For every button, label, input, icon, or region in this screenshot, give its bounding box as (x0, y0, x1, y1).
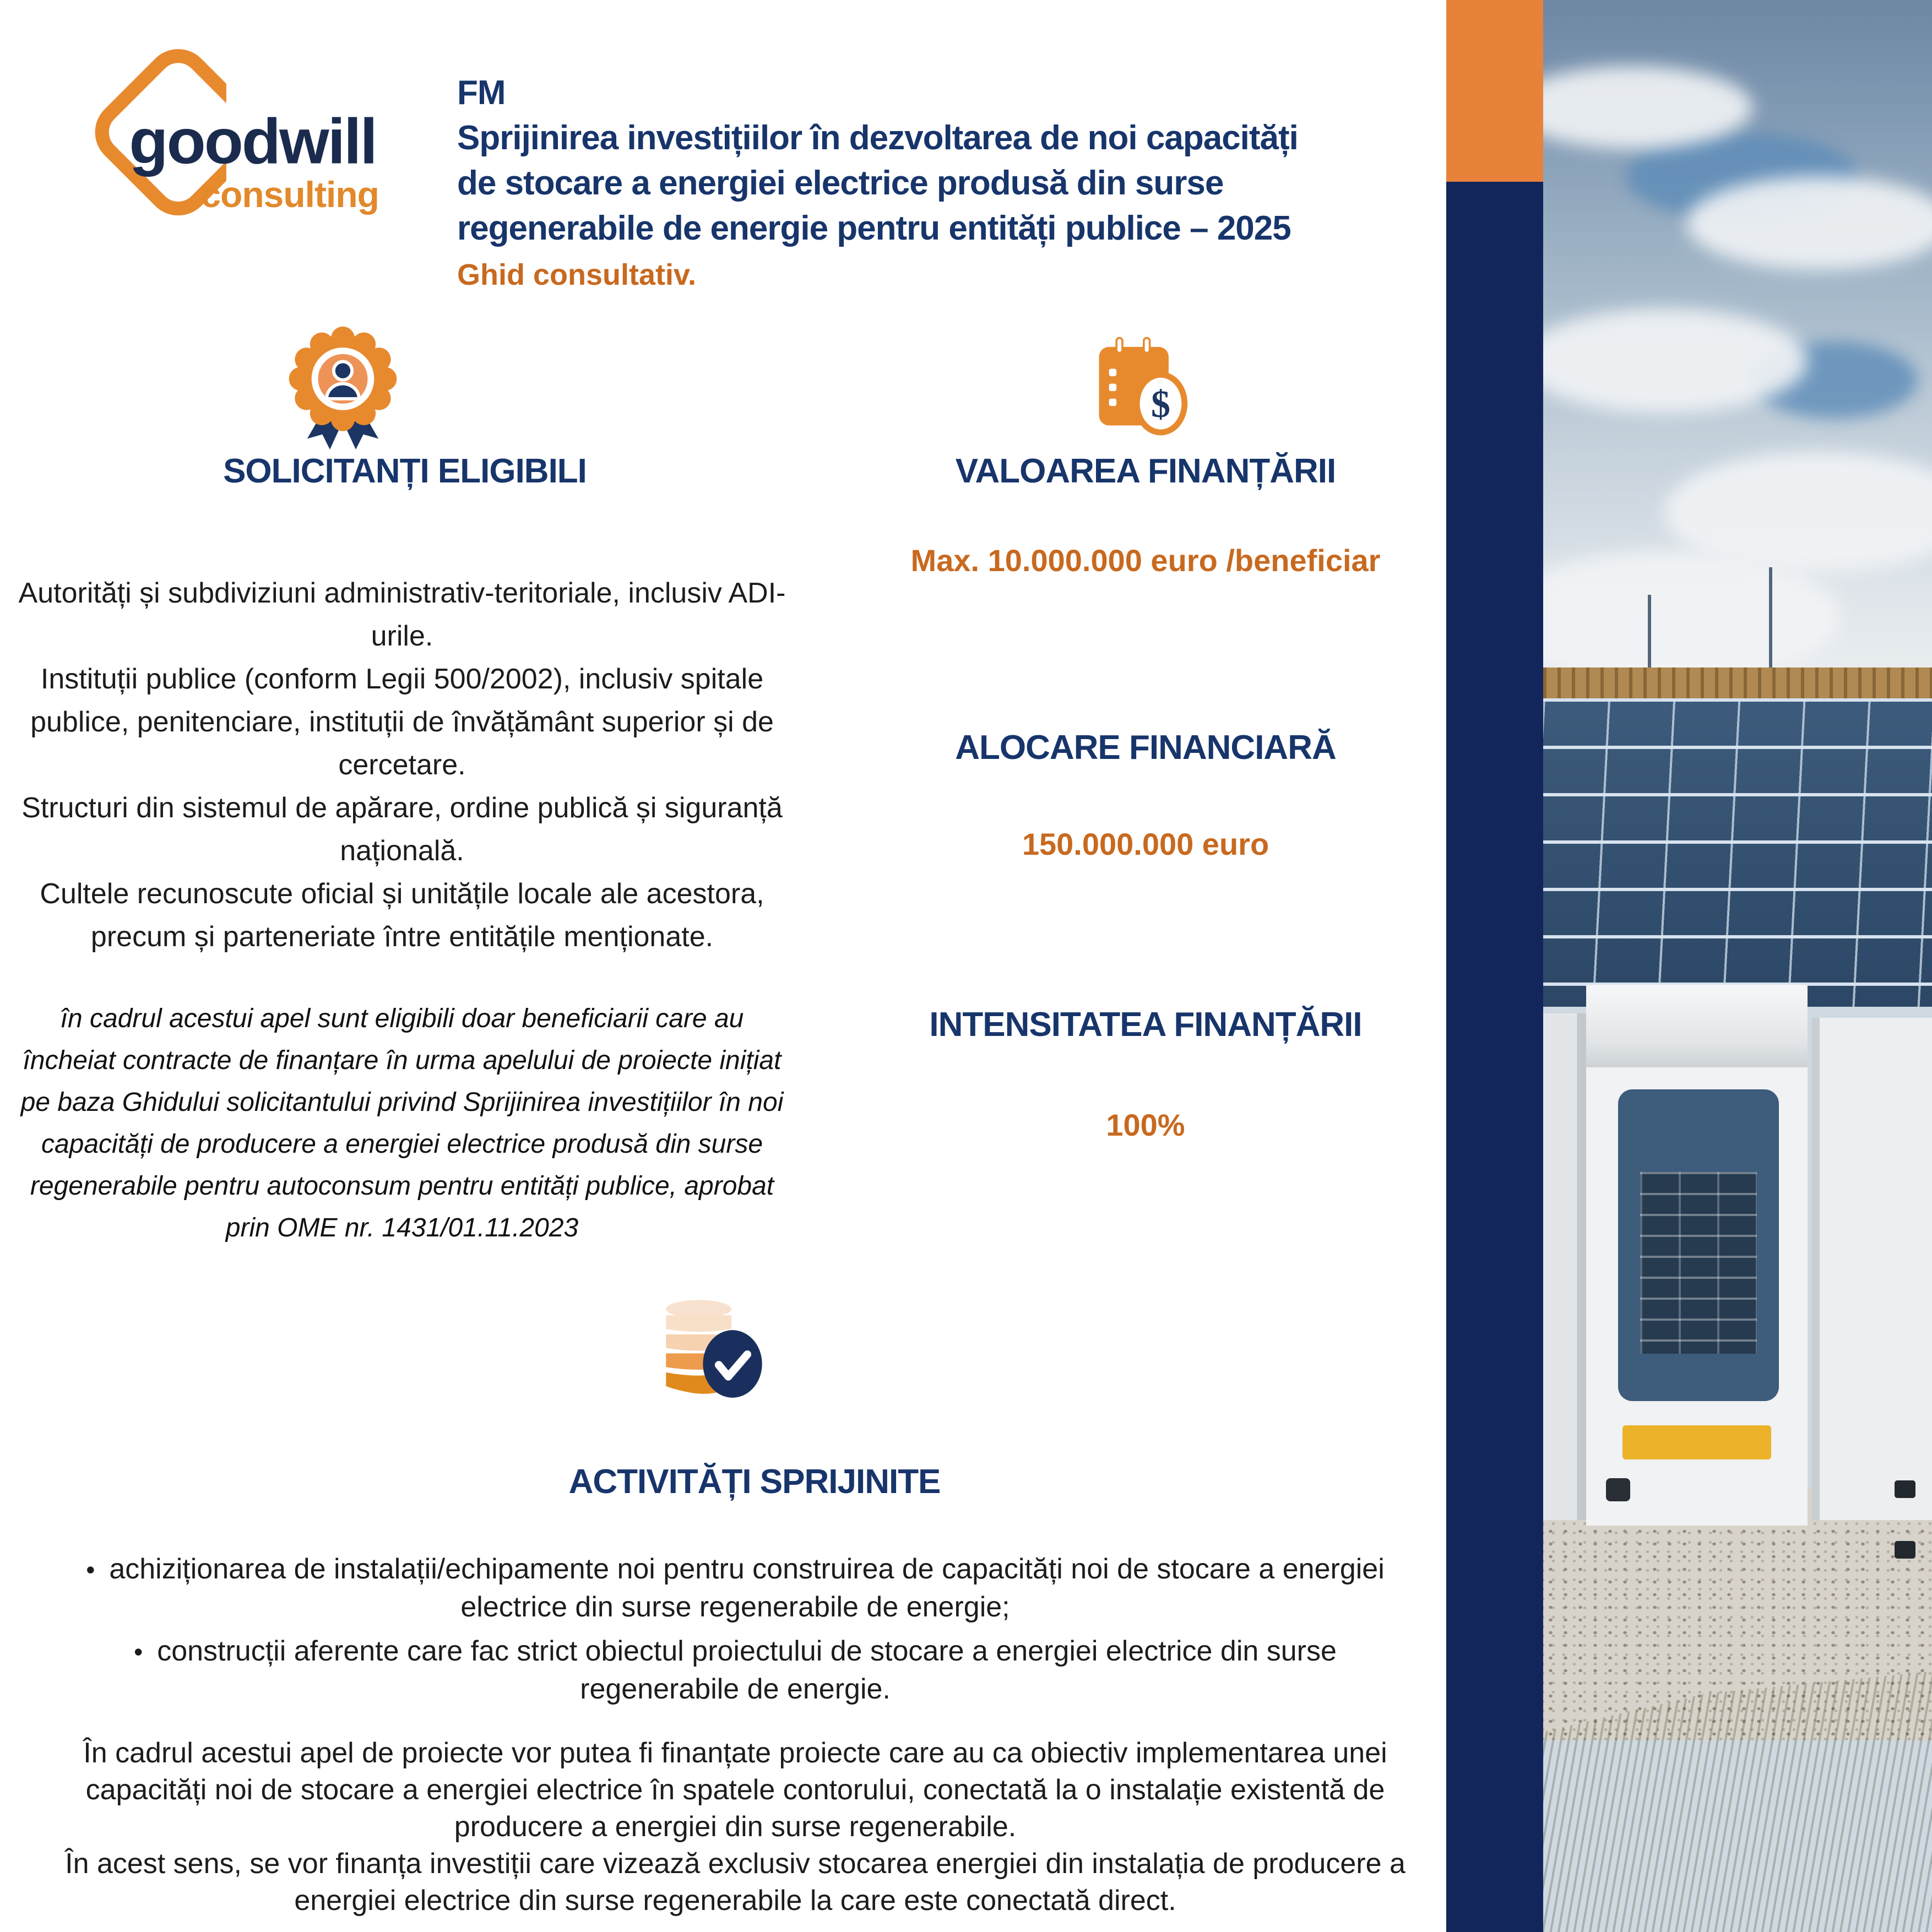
coins-check-icon (642, 1294, 774, 1421)
battery-cabinet-left (1543, 1013, 1592, 1520)
page-title-line: de stocare a energiei electrice produsă din surse (457, 164, 1224, 202)
activitati-paragraphs (61, 1735, 1410, 1919)
bullet-item (61, 1550, 1410, 1626)
eligibili-sentence: Cultele recunoscute oficial și unitățile locale ale acestora, precum și parteneriate între entitățile menționate. (40, 878, 764, 953)
cabinet-logo-mark (1606, 1478, 1630, 1501)
section-heading-alocare: ALOCARE FINANCIARĂ (955, 729, 1336, 767)
utility-pole (1648, 595, 1651, 672)
accent-stripe-orange (1446, 0, 1543, 182)
utility-pole (1769, 567, 1772, 672)
bullet-text: construcții aferente care fac strict obiectul proiectului de stocare a energiei electrice din surse regenerabile de energie. (157, 1635, 1337, 1705)
calendar-dollar-icon (1088, 336, 1198, 438)
eligibili-sentence: Autorități și subdiviziuni administrativ-teritoriale, inclusiv ADI-urile. (18, 577, 786, 652)
cabinet-vent-grid (1640, 1172, 1757, 1354)
section-heading-valoarea: VALOAREA FINANȚĂRII (955, 452, 1336, 490)
valoarea-value: Max. 10.000.000 euro /beneficiar (910, 543, 1381, 578)
badge-person-icon (278, 322, 408, 454)
program-code: FM (457, 74, 506, 112)
bullet-dot: • (134, 1637, 143, 1666)
logo-diamond-icon (66, 44, 419, 226)
activitati-paragraph: În acest sens, se vor finanța investiții care vizează exclusiv stocarea energiei din instalația de producere a energiei electrice din surse regenerabile la care este conectată direct. (65, 1848, 1405, 1917)
eligibili-paragraph (17, 572, 788, 958)
logo-brand-sub-text: consulting (200, 173, 379, 215)
solar-panel-field (1543, 698, 1932, 1007)
cabinet-vent-panel (1618, 1089, 1779, 1401)
eligibili-sentence: Instituții publice (conform Legii 500/2002), inclusiv spitale publice, penitenciare, instituții de învățământ superior și de cercetare. (30, 663, 774, 781)
bullet-text: achiziționarea de instalații/echipamente noi pentru construirea de capacități noi de stocare a energiei electrice din surse regenerabile de energie; (109, 1553, 1385, 1623)
accent-stripe-navy (1446, 182, 1543, 1932)
cabinet-lid (1586, 985, 1808, 1067)
battery-cabinet-main (1586, 985, 1808, 1526)
alocare-value: 150.000.000 euro (1022, 827, 1269, 861)
header-title-block (457, 70, 1443, 296)
logo-brand-text: goodwill (129, 105, 376, 177)
page-title-line: regenerabile de energie pentru entități publice – 2025 (457, 209, 1291, 247)
battery-cabinet-right (1812, 1018, 1932, 1520)
page-subtitle: Ghid consultativ. (457, 258, 697, 291)
activitati-bullet-list (61, 1550, 1410, 1714)
eligibili-sentence: Structuri din sistemul de apărare, ordine publică și siguranță națională. (21, 792, 783, 867)
section-heading-solicitanti: SOLICITANȚI ELIGIBILI (223, 452, 587, 490)
activitati-paragraph: În cadrul acestui apel de proiecte vor putea fi finanțate proiecte care au ca obiectiv implementarea unei capacități noi de stocare a energiei electrice în spatele contorului, conectată la o instalație existentă de producere a energiei din surse regenerabile. (83, 1737, 1387, 1843)
cabinet-vent-square (1895, 1480, 1915, 1498)
page-title-line: Sprijinirea investițiilor în dezvoltarea de noi capacități (457, 119, 1298, 157)
dollar-glyph: $ (1150, 383, 1171, 426)
cabinet-vent-square (1895, 1541, 1915, 1559)
treeline (1543, 667, 1932, 699)
intensitatea-value: 100% (1106, 1108, 1185, 1142)
solar-field-battery-storage-photo (1543, 0, 1932, 1932)
section-heading-activitati: ACTIVITĂȚI SPRIJINITE (568, 1463, 941, 1501)
cabinet-warning-label (1622, 1425, 1771, 1459)
goodwill-consulting-logo (66, 44, 419, 226)
section-heading-intensitatea: INTENSITATEA FINANȚĂRII (929, 1006, 1362, 1044)
bullet-item (61, 1632, 1410, 1708)
bullet-dot: • (86, 1555, 95, 1584)
eligibili-italic-note: în cadrul acestui apel sunt eligibili doar beneficiarii care au încheiat contracte de finanțare în urma apelului de proiecte inițiat pe baza Ghidului solicitantului privind Sprijinirea investițiilor în noi capacități de producere a energiei electrice produsă din surse regenerabile pentru autoconsum pentru entități publice, aprobat prin OME nr. 1431/01.11.2023 (20, 1004, 784, 1242)
